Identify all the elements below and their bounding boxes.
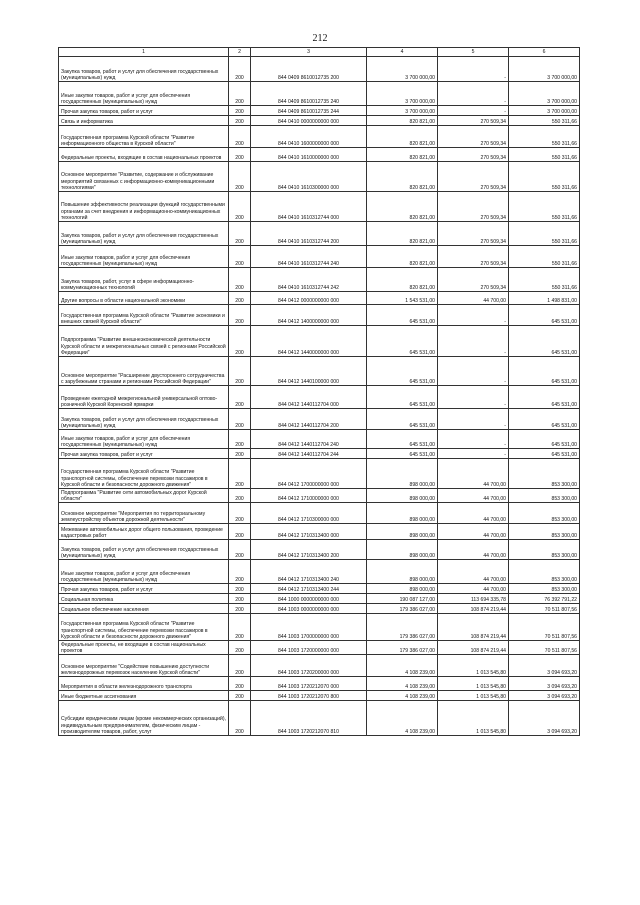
row-unexecuted-amount-cell: 3 700 000,00 <box>509 57 580 82</box>
row-executed-amount-cell: 1 013 545,80 <box>438 655 509 677</box>
table-row <box>59 82 580 106</box>
row-name-cell: Иные бюджетные ассигнования <box>59 691 229 701</box>
row-classifier-cell: 844 0412 1440000000 000 <box>251 326 367 357</box>
row-approved-amount-cell: 4 108 239,00 <box>367 677 438 691</box>
row-executed-amount-cell: - <box>438 326 509 357</box>
row-approved-amount-cell: 3 700 000,00 <box>367 106 438 116</box>
row-executed-amount-cell: - <box>438 357 509 386</box>
header-cell: 3 <box>251 48 367 57</box>
table-row <box>59 430 580 449</box>
row-code-cell: 200 <box>229 148 251 162</box>
row-unexecuted-amount-cell: 3 700 000,00 <box>509 106 580 116</box>
row-classifier-cell: 844 1003 1720212070 810 <box>251 701 367 736</box>
row-executed-amount-cell: 44 700,00 <box>438 292 509 305</box>
row-classifier-cell: 844 0410 1610312744 200 <box>251 222 367 246</box>
table-row <box>59 409 580 430</box>
header-cell: 2 <box>229 48 251 57</box>
row-name-cell: Иные закупки товаров, работ и услуг для обеспечения государственных (муниципальных) нужд <box>59 246 229 268</box>
row-executed-amount-cell: - <box>438 409 509 430</box>
row-name-cell: Межевание автомобильных дорог общего пользования, проведение кадастровых работ <box>59 524 229 540</box>
row-classifier-cell: 844 0410 1610000000 000 <box>251 148 367 162</box>
row-approved-amount-cell: 645 531,00 <box>367 409 438 430</box>
row-approved-amount-cell: 645 531,00 <box>367 386 438 409</box>
header-cell: 4 <box>367 48 438 57</box>
row-code-cell: 200 <box>229 292 251 305</box>
table-row <box>59 126 580 148</box>
row-unexecuted-amount-cell: 853 300,00 <box>509 459 580 489</box>
row-code-cell: 200 <box>229 691 251 701</box>
row-unexecuted-amount-cell: 645 531,00 <box>509 326 580 357</box>
row-executed-amount-cell: 270 509,34 <box>438 222 509 246</box>
row-unexecuted-amount-cell: 853 300,00 <box>509 503 580 524</box>
row-classifier-cell: 844 1003 1720200000 000 <box>251 655 367 677</box>
row-executed-amount-cell: - <box>438 82 509 106</box>
row-executed-amount-cell: 270 509,34 <box>438 116 509 126</box>
row-executed-amount-cell: 270 509,34 <box>438 268 509 292</box>
row-code-cell: 200 <box>229 57 251 82</box>
header-cell: 1 <box>59 48 229 57</box>
row-classifier-cell: 844 0409 8610012735 200 <box>251 57 367 82</box>
row-unexecuted-amount-cell: 550 311,66 <box>509 268 580 292</box>
row-name-cell: Прочая закупка товаров, работ и услуг <box>59 584 229 594</box>
row-code-cell: 200 <box>229 655 251 677</box>
row-classifier-cell: 844 0412 1710000000 000 <box>251 489 367 503</box>
row-classifier-cell: 844 0412 1700000000 000 <box>251 459 367 489</box>
row-approved-amount-cell: 820 821,00 <box>367 222 438 246</box>
row-code-cell: 200 <box>229 430 251 449</box>
row-executed-amount-cell: 270 509,34 <box>438 162 509 192</box>
header-cell: 5 <box>438 48 509 57</box>
row-unexecuted-amount-cell: 3 094 693,20 <box>509 677 580 691</box>
row-unexecuted-amount-cell: 550 311,66 <box>509 126 580 148</box>
row-unexecuted-amount-cell: 70 511 807,56 <box>509 641 580 655</box>
row-approved-amount-cell: 1 543 531,00 <box>367 292 438 305</box>
row-code-cell: 200 <box>229 192 251 222</box>
row-executed-amount-cell: 1 013 545,80 <box>438 677 509 691</box>
row-approved-amount-cell: 898 000,00 <box>367 524 438 540</box>
table-row <box>59 604 580 614</box>
row-code-cell: 200 <box>229 677 251 691</box>
row-executed-amount-cell: 108 874 219,44 <box>438 641 509 655</box>
row-classifier-cell: 844 0412 1440112704 200 <box>251 409 367 430</box>
row-executed-amount-cell: - <box>438 305 509 326</box>
row-code-cell: 200 <box>229 409 251 430</box>
row-name-cell: Иные закупки товаров, работ и услуг для обеспечения государственных (муниципальных) нужд <box>59 560 229 584</box>
table-row <box>59 106 580 116</box>
table-row <box>59 357 580 386</box>
table-row <box>59 540 580 560</box>
row-name-cell: Федеральные проекты, не входящие в состав национальных проектов <box>59 641 229 655</box>
row-executed-amount-cell: - <box>438 386 509 409</box>
row-unexecuted-amount-cell: 853 300,00 <box>509 489 580 503</box>
row-code-cell: 200 <box>229 116 251 126</box>
row-classifier-cell: 844 1003 1720212070 000 <box>251 677 367 691</box>
row-executed-amount-cell: 1 013 545,80 <box>438 691 509 701</box>
header-row <box>59 48 580 57</box>
table-row <box>59 524 580 540</box>
row-unexecuted-amount-cell: 853 300,00 <box>509 524 580 540</box>
row-code-cell: 200 <box>229 222 251 246</box>
row-executed-amount-cell: 44 700,00 <box>438 540 509 560</box>
row-name-cell: Социальная политика <box>59 594 229 604</box>
row-executed-amount-cell: 270 509,34 <box>438 126 509 148</box>
row-executed-amount-cell: 270 509,34 <box>438 246 509 268</box>
row-classifier-cell: 844 1003 1720000000 000 <box>251 641 367 655</box>
row-classifier-cell: 844 0412 1400000000 000 <box>251 305 367 326</box>
row-classifier-cell: 844 0412 1440100000 000 <box>251 357 367 386</box>
row-executed-amount-cell: 44 700,00 <box>438 503 509 524</box>
row-approved-amount-cell: 4 108 239,00 <box>367 701 438 736</box>
row-code-cell: 200 <box>229 326 251 357</box>
row-unexecuted-amount-cell: 3 700 000,00 <box>509 82 580 106</box>
row-executed-amount-cell: 1 013 545,80 <box>438 701 509 736</box>
row-code-cell: 200 <box>229 489 251 503</box>
row-classifier-cell: 844 0412 1710313400 000 <box>251 524 367 540</box>
row-code-cell: 200 <box>229 604 251 614</box>
table-row <box>59 449 580 459</box>
row-unexecuted-amount-cell: 550 311,66 <box>509 192 580 222</box>
row-name-cell: Государственная программа Курской области "Развитие экономики и внешних связей Курской области" <box>59 305 229 326</box>
row-classifier-cell: 844 0409 8610012735 244 <box>251 106 367 116</box>
row-executed-amount-cell: 44 700,00 <box>438 489 509 503</box>
row-code-cell: 200 <box>229 357 251 386</box>
row-code-cell: 200 <box>229 246 251 268</box>
row-approved-amount-cell: 898 000,00 <box>367 489 438 503</box>
row-code-cell: 200 <box>229 82 251 106</box>
row-name-cell: Государственная программа Курской области "Развитие транспортной системы, обеспечение перевозки пассажиров в Курской области и безопасности дорожного движения" <box>59 459 229 489</box>
row-code-cell: 200 <box>229 594 251 604</box>
row-unexecuted-amount-cell: 3 094 693,20 <box>509 655 580 677</box>
row-executed-amount-cell: - <box>438 430 509 449</box>
row-code-cell: 200 <box>229 540 251 560</box>
row-name-cell: Субсидии юридическим лицам (кроме некоммерческих организаций), индивидуальным предпринимателям, физическим лицам - производителям товаров, работ, услуг <box>59 701 229 736</box>
row-code-cell: 200 <box>229 641 251 655</box>
row-classifier-cell: 844 0412 1440112704 240 <box>251 430 367 449</box>
row-approved-amount-cell: 898 000,00 <box>367 540 438 560</box>
row-classifier-cell: 844 0410 1600000000 000 <box>251 126 367 148</box>
row-name-cell: Иные закупки товаров, работ и услуг для обеспечения государственных (муниципальных) нужд <box>59 430 229 449</box>
row-name-cell: Основное мероприятие "Развитие, содержание и обслуживание мероприятий связанных с информационно-коммуникационными технологиями" <box>59 162 229 192</box>
row-code-cell: 200 <box>229 106 251 116</box>
table-row <box>59 701 580 736</box>
table-body <box>59 57 580 736</box>
row-classifier-cell: 844 0412 0000000000 000 <box>251 292 367 305</box>
row-classifier-cell: 844 0412 1440112704 244 <box>251 449 367 459</box>
row-code-cell: 200 <box>229 305 251 326</box>
row-code-cell: 200 <box>229 126 251 148</box>
row-classifier-cell: 844 0412 1710300000 000 <box>251 503 367 524</box>
row-name-cell: Прочая закупка товаров, работ и услуг <box>59 106 229 116</box>
row-name-cell: Закупка товаров, работ и услуг для обеспечения государственных (муниципальных) нужд <box>59 409 229 430</box>
row-approved-amount-cell: 820 821,00 <box>367 192 438 222</box>
budget-table <box>58 47 580 736</box>
row-unexecuted-amount-cell: 550 311,66 <box>509 162 580 192</box>
table-row <box>59 57 580 82</box>
row-name-cell: Государственная программа Курской области "Развитие транспортной системы, обеспечение перевозки пассажиров в Курской области и безопасности дорожного движения" <box>59 614 229 641</box>
row-approved-amount-cell: 179 386 027,00 <box>367 614 438 641</box>
page-number: 212 <box>312 33 328 44</box>
row-approved-amount-cell: 820 821,00 <box>367 162 438 192</box>
row-unexecuted-amount-cell: 645 531,00 <box>509 449 580 459</box>
row-classifier-cell: 844 1003 1720212070 800 <box>251 691 367 701</box>
row-approved-amount-cell: 4 108 239,00 <box>367 691 438 701</box>
row-approved-amount-cell: 820 821,00 <box>367 268 438 292</box>
table-row <box>59 116 580 126</box>
table-row <box>59 677 580 691</box>
row-classifier-cell: 844 0410 1610312744 000 <box>251 192 367 222</box>
row-name-cell: Закупка товаров, работ, услуг в сфере информационно-коммуникационных технологий <box>59 268 229 292</box>
row-unexecuted-amount-cell: 76 392 791,22 <box>509 594 580 604</box>
row-name-cell: Государственная программа Курской области "Развитие информационного общества в Курской области" <box>59 126 229 148</box>
table-row <box>59 560 580 584</box>
row-classifier-cell: 844 0412 1710313400 200 <box>251 540 367 560</box>
row-name-cell: Другие вопросы в области национальной экономики <box>59 292 229 305</box>
row-approved-amount-cell: 898 000,00 <box>367 503 438 524</box>
row-classifier-cell: 844 0412 1710313400 240 <box>251 560 367 584</box>
row-unexecuted-amount-cell: 645 531,00 <box>509 305 580 326</box>
row-name-cell: Подпрограмма "Развитие внешнеэкономической деятельности Курской области и межрегиональных связей с регионами Российской Федерации" <box>59 326 229 357</box>
row-name-cell: Федеральные проекты, входящие в состав национальных проектов <box>59 148 229 162</box>
table-row <box>59 222 580 246</box>
row-executed-amount-cell: - <box>438 106 509 116</box>
row-unexecuted-amount-cell: 645 531,00 <box>509 386 580 409</box>
row-unexecuted-amount-cell: 70 511 807,56 <box>509 614 580 641</box>
row-code-cell: 200 <box>229 701 251 736</box>
table-row <box>59 691 580 701</box>
row-approved-amount-cell: 820 821,00 <box>367 126 438 148</box>
row-executed-amount-cell: 108 874 219,44 <box>438 614 509 641</box>
row-approved-amount-cell: 190 087 127,00 <box>367 594 438 604</box>
row-name-cell: Мероприятия в области железнодорожного транспорта <box>59 677 229 691</box>
row-classifier-cell: 844 0410 1610312744 240 <box>251 246 367 268</box>
row-name-cell: Основное мероприятие "Содействие повышению доступности железнодорожных перевозок населению Курской области" <box>59 655 229 677</box>
row-classifier-cell: 844 0412 1440112704 000 <box>251 386 367 409</box>
row-unexecuted-amount-cell: 3 094 693,20 <box>509 691 580 701</box>
row-name-cell: Закупка товаров, работ и услуг для обеспечения государственных (муниципальных) нужд <box>59 57 229 82</box>
row-code-cell: 200 <box>229 459 251 489</box>
row-classifier-cell: 844 0410 1610312744 242 <box>251 268 367 292</box>
table-row <box>59 614 580 641</box>
row-executed-amount-cell: 270 509,34 <box>438 192 509 222</box>
table-row <box>59 489 580 503</box>
table-row <box>59 326 580 357</box>
row-code-cell: 200 <box>229 386 251 409</box>
row-unexecuted-amount-cell: 1 498 831,00 <box>509 292 580 305</box>
row-code-cell: 200 <box>229 584 251 594</box>
row-classifier-cell: 844 0409 8610012735 240 <box>251 82 367 106</box>
row-unexecuted-amount-cell: 645 531,00 <box>509 430 580 449</box>
row-name-cell: Подпрограмма "Развитие сети автомобильных дорог Курской области" <box>59 489 229 503</box>
row-executed-amount-cell: 108 874 219,44 <box>438 604 509 614</box>
row-unexecuted-amount-cell: 853 300,00 <box>509 560 580 584</box>
row-code-cell: 200 <box>229 268 251 292</box>
table-row <box>59 641 580 655</box>
row-code-cell: 200 <box>229 503 251 524</box>
row-approved-amount-cell: 645 531,00 <box>367 305 438 326</box>
table-row <box>59 162 580 192</box>
table-row <box>59 594 580 604</box>
row-executed-amount-cell: 44 700,00 <box>438 560 509 584</box>
table-row <box>59 459 580 489</box>
table-row <box>59 192 580 222</box>
row-executed-amount-cell: 44 700,00 <box>438 524 509 540</box>
row-unexecuted-amount-cell: 550 311,66 <box>509 116 580 126</box>
row-approved-amount-cell: 4 108 239,00 <box>367 655 438 677</box>
row-executed-amount-cell: 44 700,00 <box>438 584 509 594</box>
header-cell: 6 <box>509 48 580 57</box>
row-approved-amount-cell: 645 531,00 <box>367 430 438 449</box>
row-approved-amount-cell: 645 531,00 <box>367 326 438 357</box>
row-unexecuted-amount-cell: 550 311,66 <box>509 246 580 268</box>
row-classifier-cell: 844 1000 0000000000 000 <box>251 594 367 604</box>
table-row <box>59 292 580 305</box>
row-approved-amount-cell: 820 821,00 <box>367 148 438 162</box>
row-executed-amount-cell: 44 700,00 <box>438 459 509 489</box>
row-unexecuted-amount-cell: 853 300,00 <box>509 540 580 560</box>
row-unexecuted-amount-cell: 853 300,00 <box>509 584 580 594</box>
table-row <box>59 584 580 594</box>
row-code-cell: 200 <box>229 449 251 459</box>
row-unexecuted-amount-cell: 550 311,66 <box>509 222 580 246</box>
table-row <box>59 503 580 524</box>
row-approved-amount-cell: 179 386 027,00 <box>367 641 438 655</box>
table-row <box>59 386 580 409</box>
row-name-cell: Повышение эффективности реализации функций государственными органами за счет внедрения и информационно-коммуникационных технологий <box>59 192 229 222</box>
row-code-cell: 200 <box>229 524 251 540</box>
row-approved-amount-cell: 898 000,00 <box>367 459 438 489</box>
row-approved-amount-cell: 898 000,00 <box>367 560 438 584</box>
row-classifier-cell: 844 0412 1710313400 244 <box>251 584 367 594</box>
row-approved-amount-cell: 645 531,00 <box>367 449 438 459</box>
row-code-cell: 200 <box>229 560 251 584</box>
row-name-cell: Основное мероприятие "Расширение двустороннего сотрудничества с зарубежными странами и регионами Российской Федерации" <box>59 357 229 386</box>
row-name-cell: Социальное обеспечение населения <box>59 604 229 614</box>
row-name-cell: Прочая закупка товаров, работ и услуг <box>59 449 229 459</box>
row-code-cell: 200 <box>229 614 251 641</box>
row-unexecuted-amount-cell: 3 094 693,20 <box>509 701 580 736</box>
table-row <box>59 246 580 268</box>
row-unexecuted-amount-cell: 645 531,00 <box>509 357 580 386</box>
row-classifier-cell: 844 1003 1700000000 000 <box>251 614 367 641</box>
row-name-cell: Проведение ежегодной межрегиональной универсальной оптово-розничной Курской Коренской ярмарки <box>59 386 229 409</box>
row-approved-amount-cell: 898 000,00 <box>367 584 438 594</box>
row-approved-amount-cell: 820 821,00 <box>367 116 438 126</box>
row-executed-amount-cell: - <box>438 449 509 459</box>
table-row <box>59 148 580 162</box>
row-name-cell: Закупка товаров, работ и услуг для обеспечения государственных (муниципальных) нужд <box>59 540 229 560</box>
table-row <box>59 655 580 677</box>
row-name-cell: Закупка товаров, работ и услуг для обеспечения государственных (муниципальных) нужд <box>59 222 229 246</box>
row-classifier-cell: 844 1003 0000000000 000 <box>251 604 367 614</box>
row-approved-amount-cell: 820 821,00 <box>367 246 438 268</box>
row-unexecuted-amount-cell: 70 511 807,56 <box>509 604 580 614</box>
row-approved-amount-cell: 179 386 027,00 <box>367 604 438 614</box>
row-name-cell: Связь и информатика <box>59 116 229 126</box>
row-classifier-cell: 844 0410 1610300000 000 <box>251 162 367 192</box>
table-row <box>59 305 580 326</box>
row-executed-amount-cell: 270 509,34 <box>438 148 509 162</box>
row-executed-amount-cell: - <box>438 57 509 82</box>
row-unexecuted-amount-cell: 550 311,66 <box>509 148 580 162</box>
row-approved-amount-cell: 645 531,00 <box>367 357 438 386</box>
row-classifier-cell: 844 0410 0000000000 000 <box>251 116 367 126</box>
row-name-cell: Иные закупки товаров, работ и услуг для обеспечения государственных (муниципальных) нужд <box>59 82 229 106</box>
row-name-cell: Основное мероприятие "Мероприятия по территориальному землеустройству объектов дорожной деятельности" <box>59 503 229 524</box>
row-approved-amount-cell: 3 700 000,00 <box>367 82 438 106</box>
row-approved-amount-cell: 3 700 000,00 <box>367 57 438 82</box>
table-row <box>59 268 580 292</box>
row-executed-amount-cell: 113 694 335,78 <box>438 594 509 604</box>
row-unexecuted-amount-cell: 645 531,00 <box>509 409 580 430</box>
row-code-cell: 200 <box>229 162 251 192</box>
